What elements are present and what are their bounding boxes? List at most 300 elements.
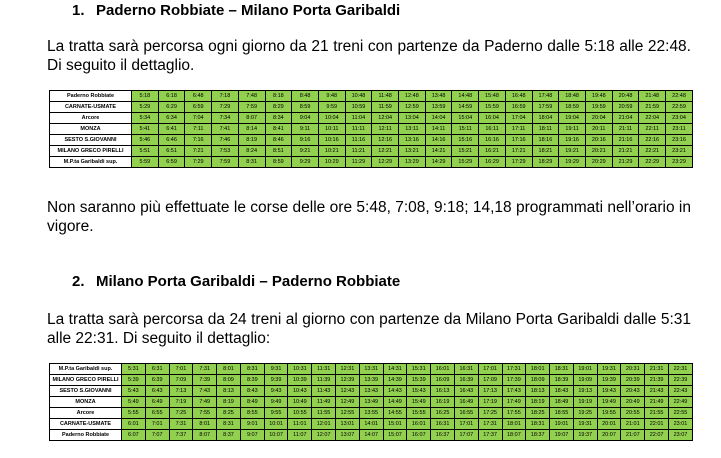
departure-time: 23:16 [666,135,693,146]
departure-time: 7:55 [193,408,217,419]
departure-time: 20:43 [621,386,645,397]
departure-time: 20:01 [597,419,621,430]
station-name: Arcore [50,408,122,419]
departure-time: 19:13 [573,386,597,397]
departure-time: 8:37 [217,430,241,441]
departure-time: 18:01 [526,364,550,375]
departure-time: 10:59 [345,102,372,113]
departure-time: 5:55 [122,408,146,419]
station-name: Paderno Robbiate [50,91,132,102]
departure-time: 7:29 [212,102,239,113]
departure-time: 10:07 [264,430,288,441]
departure-time: 7:59 [212,157,239,168]
timetable-row [50,386,693,397]
departure-time: 19:09 [573,375,597,386]
departure-time: 18:31 [550,364,574,375]
departure-time: 11:21 [345,146,372,157]
departure-time: 17:59 [532,102,559,113]
departure-time: 9:31 [264,364,288,375]
departure-time: 18:39 [550,375,574,386]
departure-time: 8:34 [265,113,292,124]
departure-time: 6:46 [158,135,185,146]
departure-time: 15:16 [452,135,479,146]
departure-time: 17:55 [502,408,526,419]
departure-time: 7:07 [145,430,169,441]
departure-time: 6:07 [122,430,146,441]
departure-time: 12:49 [336,397,360,408]
departure-time: 22:43 [668,386,692,397]
departure-time: 18:01 [502,419,526,430]
departure-time: 22:04 [639,113,666,124]
departure-time: 8:01 [193,419,217,430]
departure-time: 18:55 [550,408,574,419]
departure-time: 23:11 [666,124,693,135]
departure-time: 19:07 [550,430,574,441]
departure-time: 8:24 [238,146,265,157]
departure-time: 9:07 [240,430,264,441]
departure-time: 20:29 [585,157,612,168]
departure-time: 11:59 [372,102,399,113]
station-name: CARNATE-USMATE [50,419,122,430]
departure-time: 19:04 [559,113,586,124]
departure-time: 11:31 [312,364,336,375]
section2-number: 2. [72,273,85,290]
departure-time: 8:19 [217,397,241,408]
departure-time: 11:29 [345,157,372,168]
departure-time: 17:43 [502,386,526,397]
departure-time: 7:09 [169,375,193,386]
departure-time: 20:04 [585,113,612,124]
departure-time: 18:19 [526,397,550,408]
departure-time: 13:04 [399,113,426,124]
departure-time: 8:31 [240,364,264,375]
departure-time: 18:25 [526,408,550,419]
departure-time: 7:37 [169,430,193,441]
departure-time: 13:55 [359,408,383,419]
departure-time: 16:21 [479,146,506,157]
departure-time: 10:39 [288,375,312,386]
departure-time: 15:48 [479,91,506,102]
departure-time: 7:48 [238,91,265,102]
departure-time: 14:11 [425,124,452,135]
departure-time: 12:59 [399,102,426,113]
departure-time: 7:04 [185,113,212,124]
departure-time: 12:55 [336,408,360,419]
departure-time: 14:39 [383,375,407,386]
departure-time: 9:16 [292,135,319,146]
departure-time: 18:37 [526,430,550,441]
departure-time: 13:21 [399,146,426,157]
departure-time: 19:39 [597,375,621,386]
departure-time: 20:11 [585,124,612,135]
timetable-paderno-milano [49,90,693,168]
departure-time: 6:34 [158,113,185,124]
departure-time: 16:07 [407,430,431,441]
station-name: MONZA [50,397,122,408]
departure-time: 6:59 [158,157,185,168]
departure-time: 16:04 [479,113,506,124]
departure-time: 15:29 [452,157,479,168]
departure-time: 9:21 [292,146,319,157]
departure-time: 7:29 [185,157,212,168]
departure-time: 22:07 [645,430,669,441]
departure-time: 14:48 [452,91,479,102]
departure-time: 21:31 [645,364,669,375]
departure-time: 8:48 [292,91,319,102]
departure-time: 8:51 [265,146,292,157]
departure-time: 9:11 [292,124,319,135]
departure-time: 22:39 [668,375,692,386]
departure-time: 7:59 [238,102,265,113]
departure-time: 13:29 [399,157,426,168]
departure-time: 8:13 [217,386,241,397]
departure-time: 15:49 [407,397,431,408]
departure-time: 18:43 [550,386,574,397]
departure-time: 22:01 [645,419,669,430]
timetable-row [50,430,693,441]
departure-time: 7:53 [212,146,239,157]
departure-time: 10:31 [288,364,312,375]
departure-time: 11:43 [312,386,336,397]
departure-time: 7:25 [169,408,193,419]
departure-time: 11:39 [312,375,336,386]
departure-time: 21:43 [645,386,669,397]
departure-time: 12:39 [336,375,360,386]
departure-time: 15:43 [407,386,431,397]
departure-time: 17:07 [454,430,478,441]
section2-intro: La tratta sarà percorsa da 24 treni al giorno con partenze da Milano Porta Garibaldi dalle 5:31 alle 22:31. Di seguito il dettaglio: [47,311,691,347]
departure-time: 12:29 [372,157,399,168]
station-name: SESTO S.GIOVANNI [50,135,132,146]
section2-heading [72,273,400,290]
departure-time: 20:55 [621,408,645,419]
departure-time: 7:21 [185,146,212,157]
departure-time: 19:21 [559,146,586,157]
departure-time: 8:43 [240,386,264,397]
departure-time: 15:21 [452,146,479,157]
departure-time: 12:16 [372,135,399,146]
departure-time: 21:48 [639,91,666,102]
departure-time: 18:07 [502,430,526,441]
departure-time: 18:09 [526,375,550,386]
departure-time: 10:43 [288,386,312,397]
departure-time: 14:31 [383,364,407,375]
departure-time: 15:07 [383,430,407,441]
departure-time: 16:31 [431,419,455,430]
departure-time: 16:09 [431,375,455,386]
departure-time: 14:21 [425,146,452,157]
departure-time: 11:04 [345,113,372,124]
departure-time: 21:29 [612,157,639,168]
timetable-row [50,91,693,102]
departure-time: 7:31 [169,419,193,430]
departure-time: 7:43 [193,386,217,397]
departure-time: 19:59 [585,102,612,113]
departure-time: 19:31 [573,419,597,430]
departure-time: 11:48 [372,91,399,102]
departure-time: 19:37 [573,430,597,441]
departure-time: 10:49 [288,397,312,408]
departure-time: 15:01 [383,419,407,430]
departure-time: 14:29 [425,157,452,168]
departure-time: 18:13 [526,386,550,397]
departure-time: 8:01 [217,364,241,375]
departure-time: 17:13 [478,386,502,397]
departure-time: 11:11 [345,124,372,135]
departure-time: 6:31 [145,364,169,375]
departure-time: 8:59 [265,157,292,168]
departure-time: 17:09 [478,375,502,386]
departure-time: 17:49 [502,397,526,408]
departure-time: 17:01 [478,364,502,375]
departure-time: 17:39 [502,375,526,386]
departure-time: 16:11 [479,124,506,135]
departure-time: 16:37 [431,430,455,441]
departure-time: 16:48 [505,91,532,102]
departure-time: 18:29 [532,157,559,168]
departure-time: 8:49 [240,397,264,408]
departure-time: 18:16 [532,135,559,146]
departure-time: 17:48 [532,91,559,102]
departure-time: 21:21 [612,146,639,157]
departure-time: 13:16 [399,135,426,146]
departure-time: 15:04 [452,113,479,124]
departure-time: 12:21 [372,146,399,157]
departure-time: 12:11 [372,124,399,135]
departure-time: 13:11 [399,124,426,135]
departure-time: 18:49 [550,397,574,408]
departure-time: 6:55 [145,408,169,419]
departure-time: 15:31 [407,364,431,375]
departure-time: 8:07 [238,113,265,124]
departure-time: 20:49 [621,397,645,408]
departure-time: 22:29 [639,157,666,168]
departure-time: 17:31 [478,419,502,430]
departure-time: 7:01 [169,364,193,375]
station-name: SESTO S.GIOVANNI [50,386,122,397]
departure-time: 21:49 [645,397,669,408]
departure-time: 22:48 [666,91,693,102]
departure-time: 16:49 [454,397,478,408]
timetable-milano-paderno [49,363,693,441]
departure-time: 16:31 [454,364,478,375]
departure-time: 17:11 [505,124,532,135]
departure-time: 10:55 [288,408,312,419]
departure-time: 8:09 [217,375,241,386]
departure-time: 16:29 [479,157,506,168]
departure-time: 19:43 [597,386,621,397]
departure-time: 9:29 [292,157,319,168]
departure-time: 7:18 [212,91,239,102]
departure-time: 9:49 [264,397,288,408]
departure-time: 6:01 [122,419,146,430]
timetable-row [50,408,693,419]
timetable-row [50,397,693,408]
departure-time: 22:55 [668,408,692,419]
departure-time: 17:04 [505,113,532,124]
departure-time: 8:31 [217,419,241,430]
timetable-row [50,113,693,124]
departure-time: 5:46 [132,135,159,146]
departure-time: 10:04 [318,113,345,124]
departure-time: 13:39 [359,375,383,386]
departure-time: 17:25 [478,408,502,419]
departure-time: 13:43 [359,386,383,397]
departure-time: 20:21 [585,146,612,157]
departure-time: 11:49 [312,397,336,408]
departure-time: 22:21 [639,146,666,157]
departure-time: 20:07 [597,430,621,441]
departure-time: 6:43 [145,386,169,397]
departure-time: 17:31 [502,364,526,375]
departure-time: 14:04 [425,113,452,124]
departure-time: 16:19 [431,397,455,408]
station-name: Paderno Robbiate [50,430,122,441]
departure-time: 17:16 [505,135,532,146]
station-name: MILANO GRECO PIRELLI [50,146,132,157]
departure-time: 22:59 [666,102,693,113]
departure-time: 13:31 [359,364,383,375]
departure-time: 17:01 [454,419,478,430]
departure-time: 23:04 [666,113,693,124]
departure-time: 18:48 [559,91,586,102]
timetable-row [50,102,693,113]
departure-time: 18:11 [532,124,559,135]
departure-time: 14:55 [383,408,407,419]
departure-time: 15:55 [407,408,431,419]
departure-time: 21:04 [612,113,639,124]
departure-time: 11:07 [288,430,312,441]
departure-time: 6:18 [158,91,185,102]
departure-time: 8:59 [292,102,319,113]
departure-time: 8:19 [238,135,265,146]
departure-time: 13:49 [359,397,383,408]
departure-time: 18:31 [526,419,550,430]
departure-time: 11:01 [288,419,312,430]
departure-time: 10:21 [318,146,345,157]
departure-time: 13:07 [336,430,360,441]
departure-time: 9:01 [240,419,264,430]
departure-time: 23:21 [666,146,693,157]
departure-time: 14:43 [383,386,407,397]
departure-time: 16:01 [431,364,455,375]
station-name: Arcore [50,113,132,124]
departure-time: 9:43 [264,386,288,397]
departure-time: 7:01 [145,419,169,430]
departure-time: 21:55 [645,408,669,419]
departure-time: 23:07 [668,430,692,441]
section1-note: Non saranno più effettuate le corse delle ore 5:48, 7:08, 9:18; 14,18 programmati nell’orario in vigore. [47,199,691,235]
timetable-row [50,364,693,375]
departure-time: 12:43 [336,386,360,397]
departure-time: 20:59 [612,102,639,113]
departure-time: 13:01 [336,419,360,430]
departure-time: 10:48 [345,91,372,102]
departure-time: 22:31 [668,364,692,375]
departure-time: 19:48 [585,91,612,102]
departure-time: 17:21 [505,146,532,157]
departure-time: 7:19 [169,397,193,408]
timetable-row [50,375,693,386]
departure-time: 19:31 [597,364,621,375]
section2-title: Milano Porta Garibaldi – Paderno Robbiate [96,273,401,290]
departure-time: 17:29 [505,157,532,168]
departure-time: 18:04 [532,113,559,124]
departure-time: 6:48 [185,91,212,102]
departure-time: 12:07 [312,430,336,441]
departure-time: 21:16 [612,135,639,146]
section1-title: Paderno Robbiate – Milano Porta Garibaldi [96,2,401,19]
departure-time: 5:18 [132,91,159,102]
departure-time: 16:59 [505,102,532,113]
departure-time: 7:46 [212,135,239,146]
departure-time: 12:04 [372,113,399,124]
departure-time: 19:01 [550,419,574,430]
departure-time: 9:04 [292,113,319,124]
departure-time: 8:18 [265,91,292,102]
departure-time: 5:39 [122,375,146,386]
departure-time: 21:11 [612,124,639,135]
departure-time: 19:55 [597,408,621,419]
departure-time: 15:11 [452,124,479,135]
departure-time: 16:25 [431,408,455,419]
departure-time: 13:48 [425,91,452,102]
departure-time: 8:14 [238,124,265,135]
departure-time: 7:11 [185,124,212,135]
departure-time: 14:16 [425,135,452,146]
departure-time: 8:46 [265,135,292,146]
departure-time: 7:31 [193,364,217,375]
departure-time: 20:31 [621,364,645,375]
departure-time: 8:31 [238,157,265,168]
departure-time: 20:48 [612,91,639,102]
departure-time: 22:49 [668,397,692,408]
departure-time: 5:51 [132,146,159,157]
departure-time: 14:49 [383,397,407,408]
departure-time: 14:59 [452,102,479,113]
departure-time: 20:16 [585,135,612,146]
departure-time: 12:01 [312,419,336,430]
departure-time: 23:01 [668,419,692,430]
departure-time: 7:13 [169,386,193,397]
departure-time: 16:13 [431,386,455,397]
departure-time: 11:55 [312,408,336,419]
departure-time: 11:16 [345,135,372,146]
departure-time: 6:59 [185,102,212,113]
departure-time: 5:29 [132,102,159,113]
departure-time: 5:49 [122,397,146,408]
departure-time: 7:49 [193,397,217,408]
departure-time: 14:01 [359,419,383,430]
departure-time: 20:39 [621,375,645,386]
departure-time: 8:07 [193,430,217,441]
departure-time: 10:11 [318,124,345,135]
departure-time: 19:19 [573,397,597,408]
departure-time: 7:39 [193,375,217,386]
departure-time: 9:55 [264,408,288,419]
departure-time: 19:25 [573,408,597,419]
departure-time: 17:19 [478,397,502,408]
departure-time: 7:41 [212,124,239,135]
departure-time: 16:39 [454,375,478,386]
departure-time: 6:41 [158,124,185,135]
departure-time: 14:07 [359,430,383,441]
departure-time: 6:39 [145,375,169,386]
departure-time: 18:59 [559,102,586,113]
station-name: M.P.ta Garibaldi sup. [50,364,122,375]
section1-heading [72,2,400,19]
departure-time: 8:41 [265,124,292,135]
